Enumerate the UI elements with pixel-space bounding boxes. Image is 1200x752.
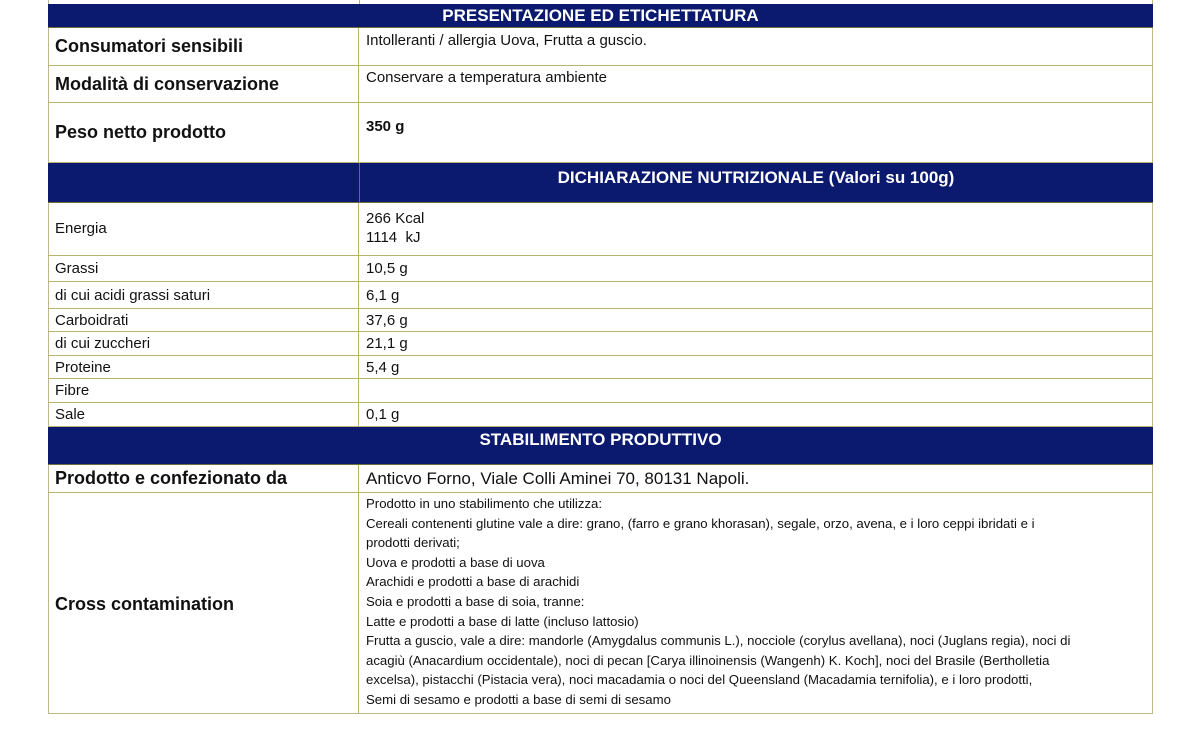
cross-line: excelsa), pistacchi (Pistacia vera), noci macadamia o noci del Queensland (Macadamia ternifolia), e i loro prodotti, bbox=[366, 672, 1033, 688]
row-grassi-saturi bbox=[48, 282, 1153, 309]
cross-line: Semi di sesamo e prodotti a base di semi di sesamo bbox=[366, 691, 671, 707]
row-fibre bbox=[48, 379, 1153, 403]
section-title: DICHIARAZIONE NUTRIZIONALE (Valori su 100g) bbox=[557, 168, 955, 187]
row-label: Energia bbox=[48, 203, 359, 255]
section-header-presentazione bbox=[48, 4, 1153, 28]
energy-kj: 1114 kJ bbox=[366, 229, 421, 246]
row-value: 21,1 g bbox=[366, 335, 408, 352]
row-label: Fibre bbox=[48, 379, 359, 402]
row-value: 0,1 g bbox=[366, 406, 400, 423]
row-carboidrati bbox=[48, 309, 1153, 332]
energy-kcal: 266 Kcal bbox=[366, 210, 425, 227]
row-modalita-conservazione bbox=[48, 66, 1153, 103]
row-label: Proteine bbox=[48, 356, 359, 378]
row-value bbox=[359, 379, 1153, 402]
cross-line: acagiù (Anacardium occidentale), noci di pecan [Carya illinoinensis (Wangenh) K. Koch], noci del Brasile (Bertholletia bbox=[366, 652, 1050, 668]
row-label: Consumatori sensibili bbox=[48, 28, 359, 65]
cross-contamination-text bbox=[359, 493, 1153, 714]
cross-line: Frutta a guscio, vale a dire: mandorle (Amygdalus communis L.), nocciole (corylus avellana), noci (Juglans regia), noci di bbox=[366, 633, 1071, 649]
row-label: di cui zuccheri bbox=[48, 332, 359, 355]
row-label: di cui acidi grassi saturi bbox=[48, 282, 359, 308]
section-title: STABILIMENTO PRODUTTIVO bbox=[479, 430, 722, 449]
row-value: Anticvo Forno, Viale Colli Aminei 70, 80131 Napoli. bbox=[366, 468, 750, 488]
cross-line: Latte e prodotti a base di latte (incluso lattosio) bbox=[366, 613, 639, 629]
row-value: 5,4 g bbox=[366, 358, 400, 376]
row-label: Peso netto prodotto bbox=[48, 103, 359, 162]
row-proteine bbox=[48, 356, 1153, 379]
row-sale bbox=[48, 403, 1153, 427]
section-header-stabilimento bbox=[48, 427, 1153, 465]
row-label: Sale bbox=[48, 403, 359, 426]
row-label: Carboidrati bbox=[48, 309, 359, 331]
cross-line: Prodotto in uno stabilimento che utilizza: bbox=[366, 496, 603, 511]
row-value: 10,5 g bbox=[366, 260, 408, 277]
section-title: PRESENTAZIONE ED ETICHETTATURA bbox=[442, 6, 759, 25]
cross-line: Soia e prodotti a base di soia, tranne: bbox=[366, 593, 585, 609]
cross-line: Uova e prodotti a base di uova bbox=[366, 554, 545, 570]
row-label: Grassi bbox=[48, 256, 359, 281]
row-value: 350 g bbox=[366, 118, 405, 135]
row-cross-contamination bbox=[48, 493, 1153, 714]
cross-line: Arachidi e prodotti a base di arachidi bbox=[366, 574, 580, 590]
cross-line: Cereali contenenti glutine vale a dire: grano, (farro e grano khorasan), segale, orzo, avena, e i loro ceppi ibridati e i bbox=[366, 515, 1035, 531]
row-value: 6,1 g bbox=[366, 286, 400, 304]
row-zuccheri bbox=[48, 332, 1153, 356]
row-value: Intolleranti / allergia Uova, Frutta a guscio. bbox=[366, 32, 647, 49]
row-prodotto-confezionato bbox=[48, 465, 1153, 493]
row-peso-netto bbox=[48, 103, 1153, 163]
section-header-nutrizionale bbox=[48, 163, 1153, 203]
row-value: Conservare a temperatura ambiente bbox=[366, 69, 607, 86]
row-value: 37,6 g bbox=[366, 311, 408, 329]
cross-line: prodotti derivati; bbox=[366, 535, 460, 551]
row-label: Cross contamination bbox=[48, 493, 359, 714]
row-consumatori-sensibili bbox=[48, 28, 1153, 66]
row-energia bbox=[48, 203, 1153, 256]
row-grassi bbox=[48, 256, 1153, 282]
row-label: Modalità di conservazione bbox=[48, 66, 359, 102]
row-value bbox=[359, 203, 1153, 255]
row-label: Prodotto e confezionato da bbox=[48, 465, 359, 492]
